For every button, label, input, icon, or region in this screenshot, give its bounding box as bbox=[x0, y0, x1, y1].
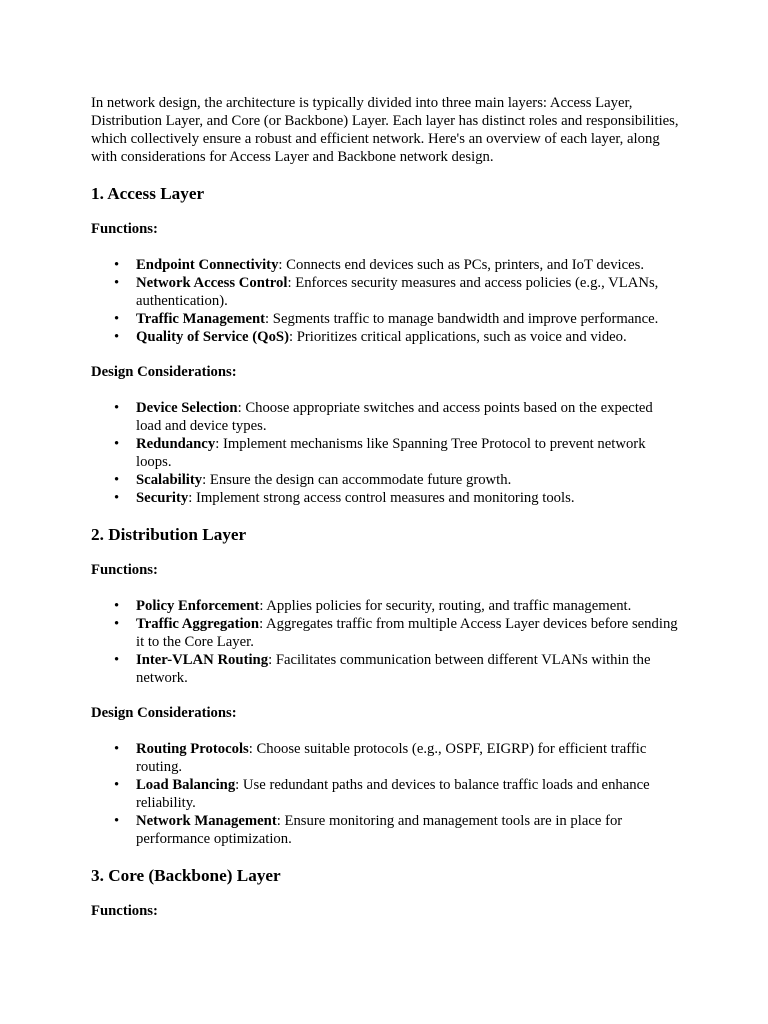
list-item bbox=[91, 615, 681, 651]
list-item-desc: : Ensure the design can accommodate future growth. bbox=[202, 472, 512, 488]
list-item-desc: : Implement strong access control measures and monitoring tools. bbox=[188, 490, 575, 506]
bullet-icon: • bbox=[114, 813, 120, 829]
list-item bbox=[91, 651, 681, 687]
list-item-desc: : Facilitates communication between different VLANs within the network. bbox=[136, 652, 651, 686]
functions-label: Functions: bbox=[91, 562, 158, 578]
bullet-icon: • bbox=[114, 400, 120, 416]
list-item bbox=[91, 776, 681, 812]
list-item-term: Routing Protocols bbox=[136, 741, 249, 757]
list-item-term: Traffic Management bbox=[136, 311, 266, 327]
list-item bbox=[91, 274, 681, 310]
list-item bbox=[91, 256, 681, 274]
list-item bbox=[91, 812, 681, 848]
list-item-term: Scalability bbox=[136, 472, 203, 488]
list-item-term: Network Management bbox=[136, 813, 277, 829]
document-page bbox=[91, 94, 681, 938]
list-item bbox=[91, 597, 681, 615]
list-item-desc: : Connects end devices such as PCs, printers, and IoT devices. bbox=[278, 257, 645, 273]
list-item bbox=[91, 399, 681, 435]
section-heading-access-layer: 1. Access Layer bbox=[91, 184, 205, 203]
list-item bbox=[91, 489, 681, 507]
bullet-icon: • bbox=[114, 598, 120, 614]
bullet-icon: • bbox=[114, 275, 120, 291]
list-item-term: Security bbox=[136, 490, 189, 506]
list-item-term: Inter-VLAN Routing bbox=[136, 652, 269, 668]
functions-list bbox=[91, 256, 681, 346]
intro-paragraph: In network design, the architecture is typically divided into three main layers: Access Layer, Distribution Layer, and Core (or Backbone) Layer. Each layer has distinct roles and responsibilities, which collectively ensure a robust and efficient network. Here's an overview of each layer, along with considerations for Access Layer and Backbone network design. bbox=[91, 95, 679, 165]
design-considerations-label: Design Considerations: bbox=[91, 364, 237, 380]
bullet-icon: • bbox=[114, 329, 120, 345]
list-item bbox=[91, 471, 681, 489]
list-item bbox=[91, 740, 681, 776]
list-item-desc: : Choose suitable protocols (e.g., OSPF, EIGRP) for efficient traffic routing. bbox=[136, 741, 647, 775]
list-item-term: Device Selection bbox=[136, 400, 238, 416]
list-item-term: Policy Enforcement bbox=[136, 598, 260, 614]
list-item-desc: : Implement mechanisms like Spanning Tree Protocol to prevent network loops. bbox=[136, 436, 646, 470]
list-item-desc: : Prioritizes critical applications, such as voice and video. bbox=[288, 329, 627, 345]
bullet-icon: • bbox=[114, 741, 120, 757]
list-item-desc: : Applies policies for security, routing, and traffic management. bbox=[259, 598, 632, 614]
list-item-term: Traffic Aggregation bbox=[136, 616, 260, 632]
considerations-list bbox=[91, 399, 681, 507]
functions-list bbox=[91, 597, 681, 687]
list-item-term: Endpoint Connectivity bbox=[136, 257, 279, 273]
section-heading-core-layer: 3. Core (Backbone) Layer bbox=[91, 866, 281, 885]
list-item-desc: : Segments traffic to manage bandwidth and improve performance. bbox=[265, 311, 659, 327]
list-item-desc: : Aggregates traffic from multiple Access Layer devices before sending it to the Core Layer. bbox=[136, 616, 678, 650]
functions-label: Functions: bbox=[91, 903, 158, 919]
functions-label: Functions: bbox=[91, 221, 158, 237]
list-item-term: Quality of Service (QoS) bbox=[136, 329, 289, 345]
list-item-desc: : Use redundant paths and devices to balance traffic loads and enhance reliability. bbox=[136, 777, 650, 811]
section-heading-distribution-layer: 2. Distribution Layer bbox=[91, 525, 247, 544]
list-item-desc: : Enforces security measures and access policies (e.g., VLANs, authentication). bbox=[136, 275, 659, 309]
bullet-icon: • bbox=[114, 616, 120, 632]
bullet-icon: • bbox=[114, 472, 120, 488]
list-item-desc: : Ensure monitoring and management tools are in place for performance optimization. bbox=[136, 813, 623, 847]
list-item-desc: : Choose appropriate switches and access points based on the expected load and device types. bbox=[136, 400, 653, 434]
list-item bbox=[91, 435, 681, 471]
list-item bbox=[91, 328, 681, 346]
list-item-term: Redundancy bbox=[136, 436, 216, 452]
bullet-icon: • bbox=[114, 490, 120, 506]
bullet-icon: • bbox=[114, 436, 120, 452]
bullet-icon: • bbox=[114, 777, 120, 793]
bullet-icon: • bbox=[114, 652, 120, 668]
list-item-term: Load Balancing bbox=[136, 777, 236, 793]
list-item bbox=[91, 310, 681, 328]
bullet-icon: • bbox=[114, 311, 120, 327]
design-considerations-label: Design Considerations: bbox=[91, 705, 237, 721]
list-item-term: Network Access Control bbox=[136, 275, 288, 291]
bullet-icon: • bbox=[114, 257, 120, 273]
considerations-list bbox=[91, 740, 681, 848]
